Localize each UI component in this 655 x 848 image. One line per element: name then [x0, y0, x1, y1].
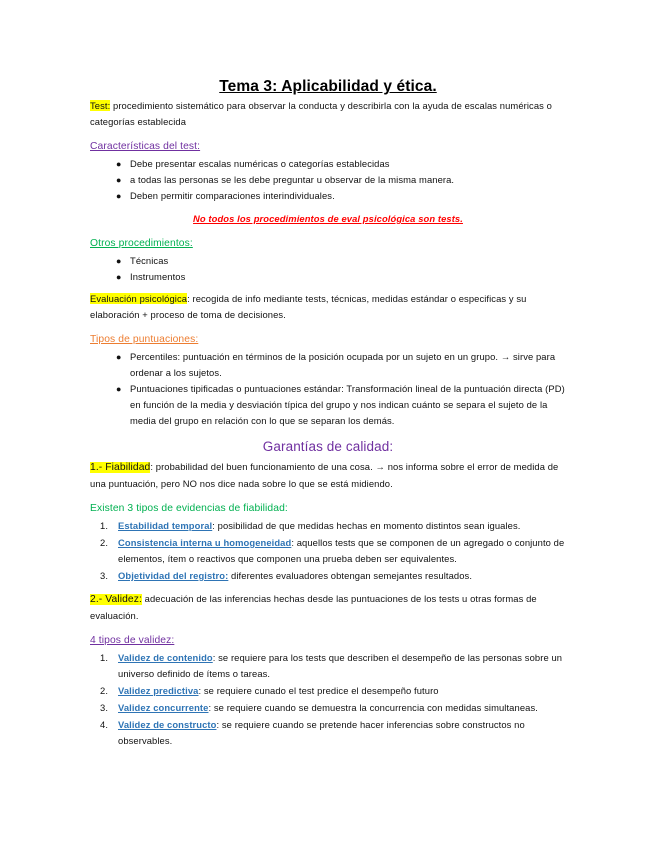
list-term: Validez concurrente — [118, 702, 209, 713]
caracteristicas-heading: Características del test: — [90, 141, 201, 152]
list-item-text: : se requiere cunado el test predice el desempeño futuro — [198, 685, 439, 696]
list-number: 1. — [100, 520, 109, 531]
page-title: Tema 3: Aplicabilidad y ética. — [219, 78, 437, 95]
list-item-text: Instrumentos — [130, 271, 186, 282]
list-item-text: Debe presentar escalas numéricas o categorías establecidas — [130, 158, 390, 169]
list-item — [90, 717, 566, 749]
bullet-icon: ● — [116, 384, 122, 394]
list-item-text: : aquellos tests que se componen de un agregado o conjunto de elementos, ítem o reactivos que componen una prueba deben ser equivalentes. — [118, 537, 565, 564]
puntuaciones-heading: Tipos de puntuaciones: — [90, 334, 199, 345]
list-item-text: Puntuaciones tipificadas o puntuaciones estándar: Transformación lineal de la puntuación directa (PD) en función de la media y desviación típica del grupo y nos indican cuánto se separa el sujeto de la media del grupo en relación con lo que se separan los demás. — [130, 383, 565, 426]
list-item-text: a todas las personas se les debe preguntar u observar de la misma manera. — [130, 174, 455, 185]
puntuaciones-list — [90, 349, 566, 429]
evidencias-list — [90, 518, 566, 584]
bullet-icon: ● — [116, 272, 122, 282]
list-number: 2. — [100, 685, 109, 696]
bullet-icon: ● — [116, 175, 122, 185]
list-number: 3. — [100, 570, 109, 581]
list-term: Objetividad del registro: — [118, 570, 229, 581]
list-number: 2. — [100, 537, 109, 548]
evaluacion-text: : recogida de info mediante tests, técnicas, medidas estándar o especificas y su elaboración + proceso de toma de decisiones. — [90, 293, 527, 320]
list-item — [90, 700, 566, 716]
list-item-text: : se requiere cuando se demuestra la concurrencia con medidas simultaneas. — [208, 702, 538, 713]
list-number: 3. — [100, 702, 109, 713]
list-item — [90, 172, 566, 188]
list-item — [90, 349, 566, 381]
evaluacion-definition — [90, 291, 566, 323]
bullet-icon: ● — [116, 191, 122, 201]
list-number: 4. — [100, 719, 109, 730]
evidencias-heading: Existen 3 tipos de evidencias de fiabilidad: — [90, 503, 288, 514]
list-item — [90, 156, 566, 172]
list-item-text: : se requiere cuando se pretende hacer inferencias sobre constructos no observables. — [118, 719, 525, 746]
list-item-text: Deben permitir comparaciones interindividuales. — [130, 190, 335, 201]
list-item — [90, 188, 566, 204]
tipos-validez-heading: 4 tipos de validez: — [90, 635, 175, 646]
bullet-icon: ● — [116, 159, 122, 169]
list-item — [90, 568, 566, 584]
list-item-text: diferentes evaluadores obtengan semejantes resultados. — [228, 570, 473, 581]
list-item-text: Técnicas — [130, 255, 169, 266]
garantias-title: Garantías de calidad: — [262, 439, 394, 454]
warning-note: No todos los procedimientos de eval psicológica son tests. — [193, 213, 463, 224]
list-item — [90, 650, 566, 682]
test-term: Test: — [90, 100, 111, 111]
fiabilidad-definition — [90, 459, 566, 492]
list-item — [90, 535, 566, 567]
list-item — [90, 683, 566, 699]
list-item — [90, 381, 566, 429]
list-item-text: : posibilidad de que medidas hechas en momento distintos sean iguales. — [212, 520, 521, 531]
bullet-icon: ● — [116, 352, 122, 362]
validez-text: adecuación de las inferencias hechas desde las puntuaciones de los tests u otras formas de evaluación. — [90, 593, 537, 621]
evaluacion-term: Evaluación psicológica — [90, 293, 188, 304]
otros-heading: Otros procedimientos: — [90, 238, 193, 249]
test-definition — [90, 98, 566, 130]
fiabilidad-text: : probabilidad del buen funcionamiento de una cosa. → nos informa sobre el error de medida de una puntuación, pero NO nos dice nada sobre lo que se está midiendo. — [90, 461, 559, 489]
test-text: procedimiento sistemático para observar la conducta y describirla con la ayuda de escalas numéricas o categorías establecida — [90, 100, 552, 127]
list-term: Estabilidad temporal — [118, 520, 213, 531]
list-term: Consistencia interna u homogeneidad — [118, 537, 292, 548]
caracteristicas-list — [90, 156, 566, 204]
otros-list — [90, 253, 566, 285]
list-item-text: : se requiere para los tests que describen el desempeño de las personas sobre un universo definido de ítems o tareas. — [118, 652, 563, 679]
list-number: 1. — [100, 652, 109, 663]
fiabilidad-term: 1.- Fiabilidad — [90, 462, 151, 473]
validez-definition — [90, 591, 566, 624]
list-term: Validez de constructo — [118, 719, 217, 730]
validez-term: 2.- Validez: — [90, 594, 142, 605]
tipos-validez-list — [90, 650, 566, 749]
document-body — [90, 78, 566, 750]
list-term: Validez de contenido — [118, 652, 213, 663]
list-term: Validez predictiva — [118, 685, 199, 696]
list-item — [90, 518, 566, 534]
bullet-icon: ● — [116, 256, 122, 266]
list-item — [90, 253, 566, 269]
list-item-text: Percentiles: puntuación en términos de la posición ocupada por un sujeto en un grupo. → sirve para ordenar a los sujetos. — [130, 351, 556, 378]
list-item — [90, 269, 566, 285]
